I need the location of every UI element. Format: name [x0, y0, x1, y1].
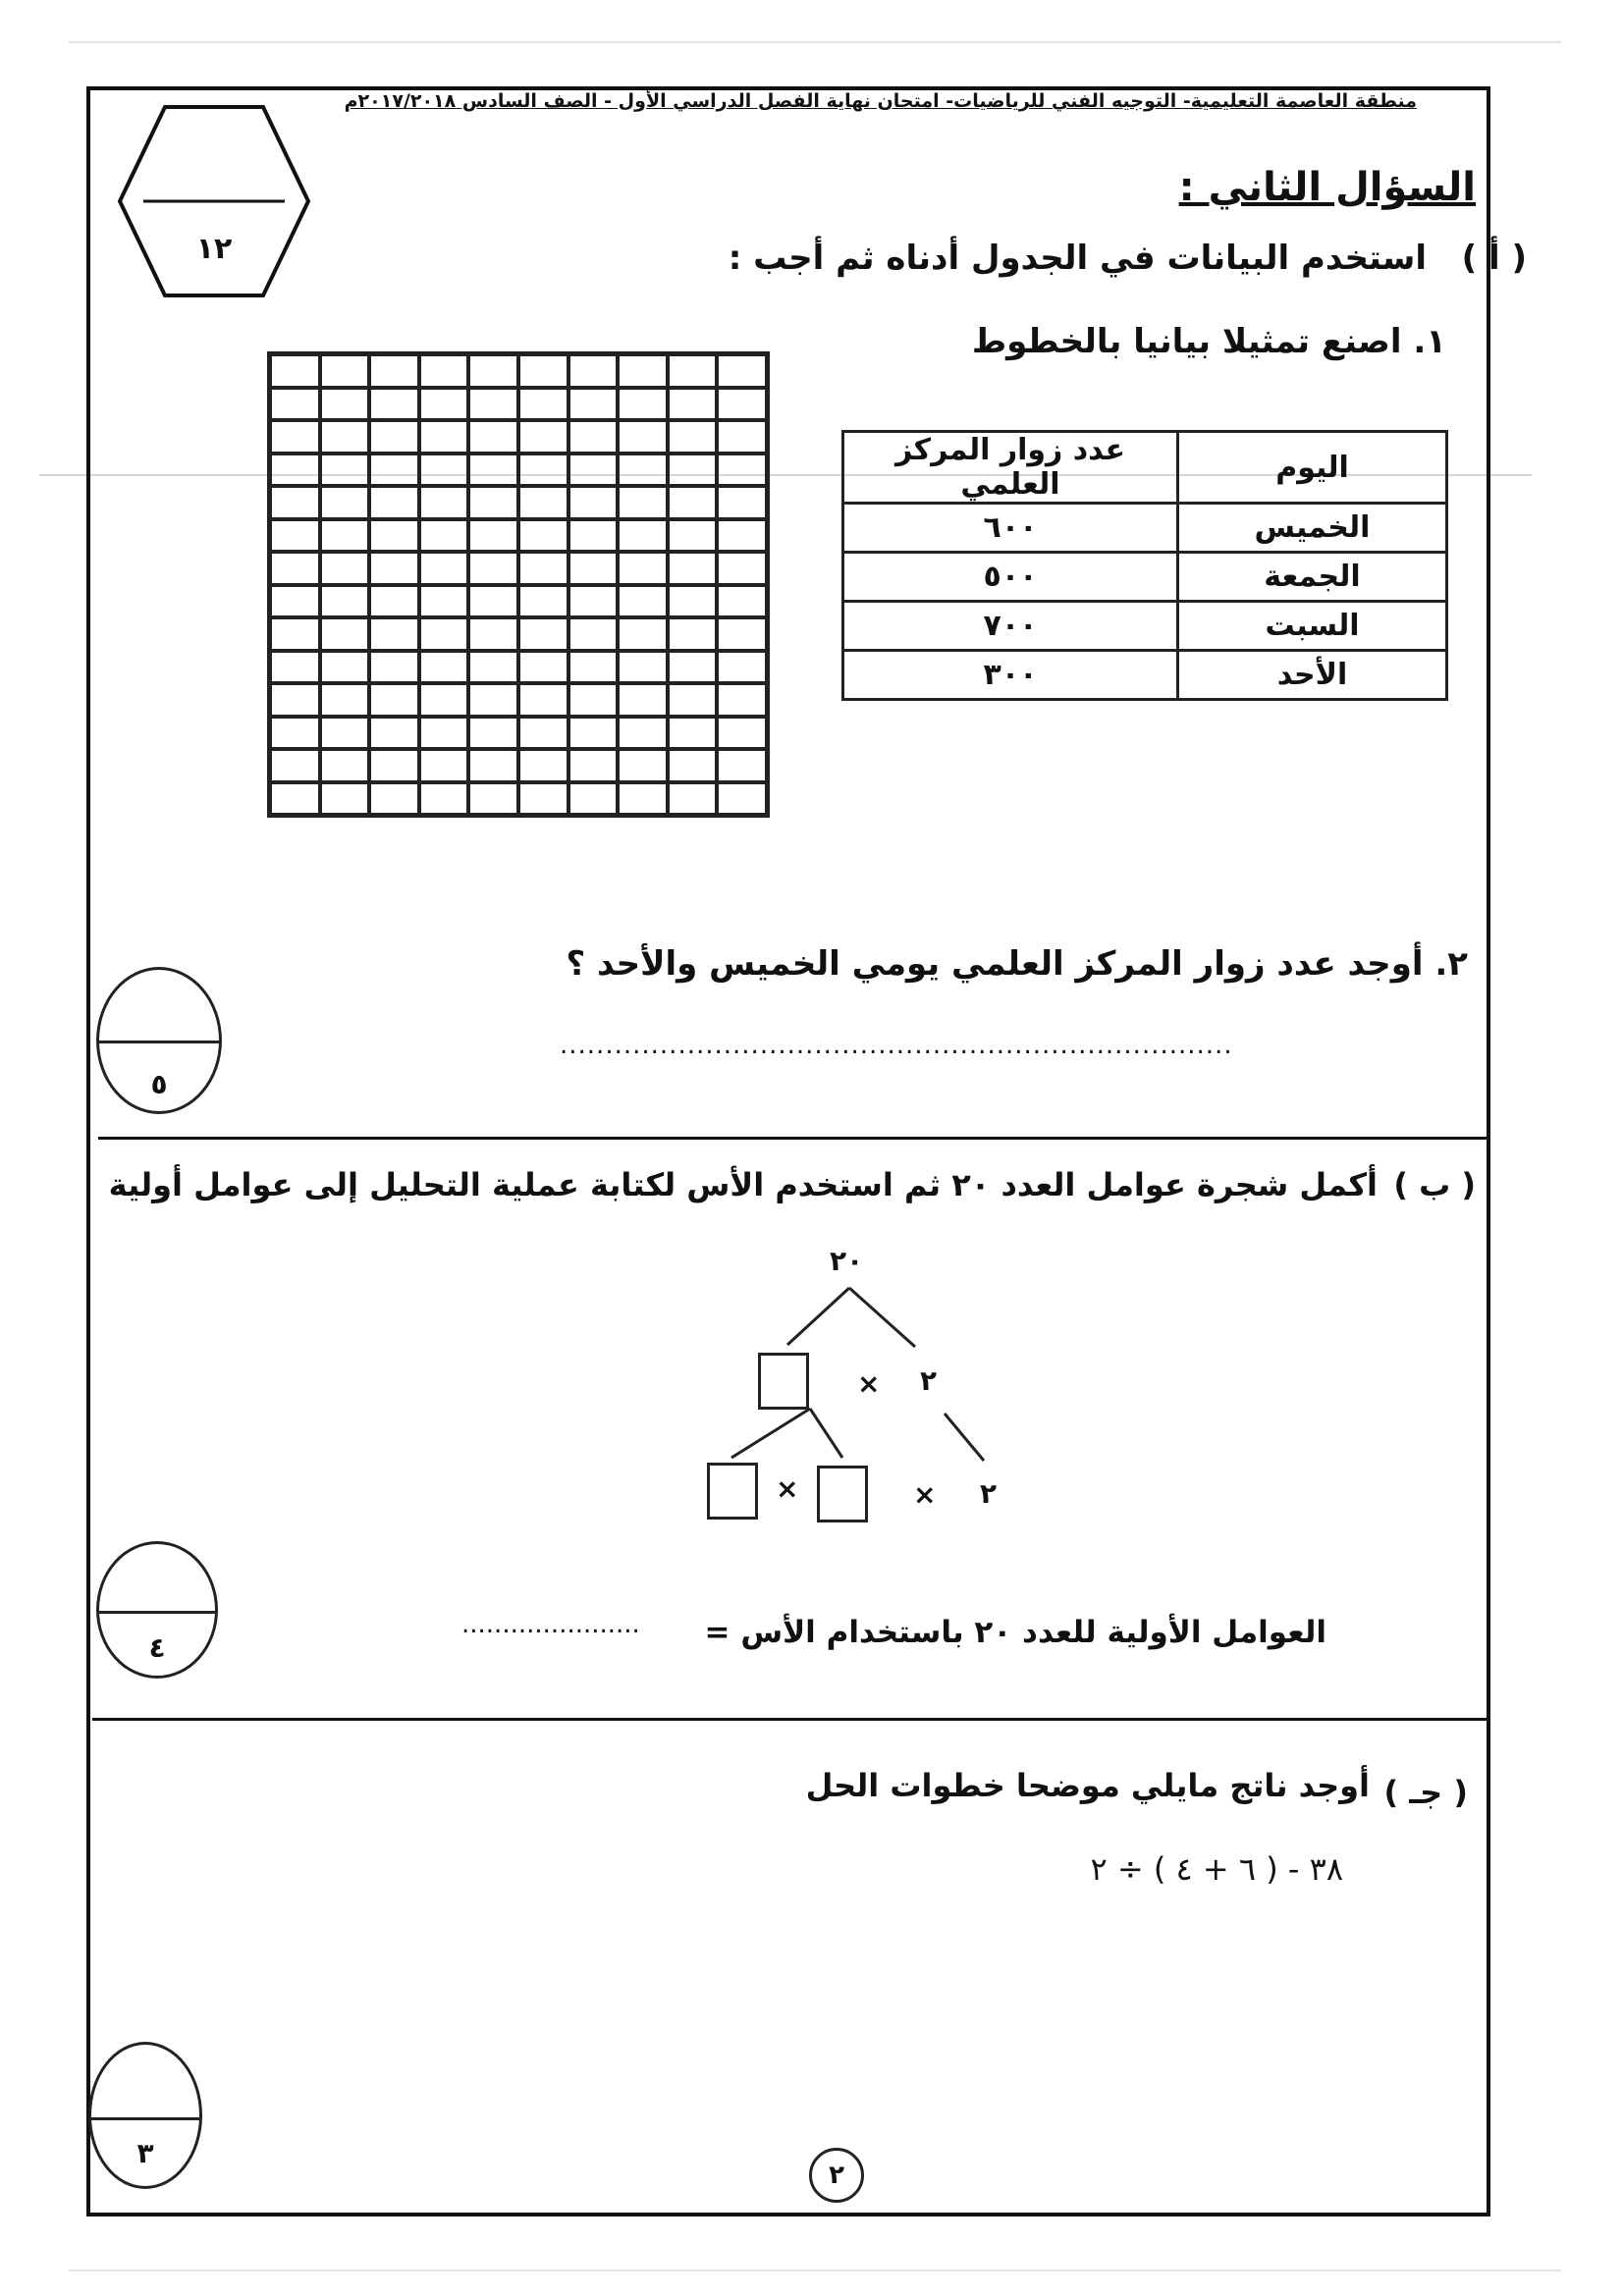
grid-cell — [468, 486, 518, 519]
grid-cell — [468, 388, 518, 421]
grid-cell — [568, 717, 619, 750]
grid-cell — [468, 617, 518, 651]
grid-cell — [320, 782, 370, 816]
grid-cell — [518, 585, 568, 618]
section-divider — [92, 1718, 1488, 1721]
grid-cell — [618, 717, 668, 750]
exam-header: منطقة العاصمة التعليمية- التوجيه الفني للرياضيات- امتحان نهاية الفصل الدراسي الأول - الصف السادس ٢٠١٧/٢٠١٨م — [344, 90, 1417, 112]
grid-cell — [270, 354, 320, 388]
part-a-label: ( أ ) — [1461, 239, 1527, 278]
grid-cell — [717, 354, 767, 388]
tree-root-value: ٢٠ — [830, 1245, 864, 1277]
grid-cell — [618, 585, 668, 618]
grid-cell — [369, 420, 419, 454]
grid-cell — [717, 749, 767, 782]
grid-cell — [468, 454, 518, 487]
grid-cell — [618, 749, 668, 782]
part-c-instruction: أوجد ناتج مايلي موضحا خطوات الحل — [805, 1767, 1370, 1804]
grid-cell — [320, 354, 370, 388]
grid-cell — [468, 552, 518, 585]
grid-cell — [518, 617, 568, 651]
section-divider — [98, 1137, 1488, 1140]
grid-cell — [618, 388, 668, 421]
tree-factor-bottom: ٢ — [980, 1477, 998, 1510]
grid-cell — [270, 519, 320, 553]
grid-cell — [568, 617, 619, 651]
grid-cell — [518, 782, 568, 816]
grid-cell — [717, 486, 767, 519]
grid-cell — [270, 486, 320, 519]
grid-cell — [468, 420, 518, 454]
grid-cell — [320, 585, 370, 618]
answer-line-a2: .......................................................................... — [560, 1031, 1233, 1060]
graph-grid — [267, 351, 770, 818]
grid-cell — [320, 617, 370, 651]
grid-cell — [270, 420, 320, 454]
grid-cell — [419, 552, 469, 585]
grid-cell — [668, 420, 718, 454]
grid-cell — [270, 717, 320, 750]
data-table — [841, 430, 1448, 701]
grid-cell — [668, 585, 718, 618]
table-cell-day: الخميس — [1178, 504, 1447, 553]
grid-cell — [320, 552, 370, 585]
grid-cell — [668, 552, 718, 585]
total-score-value: ١٢ — [195, 232, 233, 266]
grid-cell — [668, 617, 718, 651]
table-cell-day: الجمعة — [1178, 553, 1447, 602]
grid-cell — [270, 683, 320, 717]
grid-cell — [468, 651, 518, 684]
grid-cell — [717, 552, 767, 585]
grid-cell — [320, 717, 370, 750]
grid-cell — [668, 354, 718, 388]
grid-cell — [568, 354, 619, 388]
grid-cell — [618, 420, 668, 454]
grid-cell — [717, 388, 767, 421]
grid-cell — [717, 683, 767, 717]
table-row — [843, 553, 1447, 602]
grid-cell — [568, 388, 619, 421]
grid-cell — [320, 420, 370, 454]
grid-cell — [618, 486, 668, 519]
grid-cell — [568, 519, 619, 553]
grid-cell — [668, 749, 718, 782]
table-header-visitors: عدد زوار المركز العلمي — [843, 432, 1178, 504]
grid-cell — [568, 749, 619, 782]
grid-cell — [369, 486, 419, 519]
grid-cell — [668, 454, 718, 487]
table-row — [843, 651, 1447, 700]
scan-top-line — [69, 41, 1561, 43]
grid-cell — [419, 749, 469, 782]
grid-cell — [518, 388, 568, 421]
table-row — [843, 602, 1447, 651]
grid-cell — [369, 388, 419, 421]
grid-cell — [717, 454, 767, 487]
table-cell-visitors: ٣٠٠ — [843, 651, 1178, 700]
grid-cell — [320, 651, 370, 684]
grid-cell — [419, 519, 469, 553]
grid-cell — [518, 420, 568, 454]
grid-cell — [320, 486, 370, 519]
question-a2: ٢. أوجد عدد زوار المركز العلمي يومي الخميس والأحد ؟ — [566, 944, 1468, 984]
question-a1: ١. اصنع تمثيلا بيانيا بالخطوط — [971, 322, 1446, 361]
part-b-label: ( ب ) — [1393, 1166, 1476, 1203]
grid-cell — [320, 683, 370, 717]
total-score-hexagon — [116, 103, 312, 299]
grid-cell — [568, 420, 619, 454]
tree-blank-box[interactable] — [758, 1353, 809, 1410]
grid-cell — [468, 354, 518, 388]
grid-cell — [270, 454, 320, 487]
grid-cell — [618, 519, 668, 553]
grid-cell — [419, 388, 469, 421]
grid-cell — [468, 717, 518, 750]
score-a-value: ٥ — [150, 1068, 168, 1100]
scan-bottom-line — [69, 2269, 1561, 2271]
tree-blank-box[interactable] — [817, 1466, 868, 1522]
grid-cell — [618, 354, 668, 388]
grid-cell — [369, 585, 419, 618]
grid-cell — [270, 585, 320, 618]
grid-cell — [518, 651, 568, 684]
grid-cell — [419, 782, 469, 816]
grid-cell — [717, 717, 767, 750]
table-cell-visitors: ٥٠٠ — [843, 553, 1178, 602]
prime-factorization-answer: ...................... — [461, 1610, 640, 1639]
grid-cell — [618, 454, 668, 487]
grid-cell — [568, 486, 619, 519]
prime-factorization-label: العوامل الأولية للعدد ٢٠ باستخدام الأس = — [704, 1615, 1326, 1650]
times-sign: × — [913, 1478, 937, 1511]
grid-cell — [369, 617, 419, 651]
times-sign: × — [776, 1472, 799, 1505]
grid-cell — [717, 585, 767, 618]
grid-cell — [419, 486, 469, 519]
part-b-instruction: أكمل شجرة عوامل العدد ٢٠ ثم استخدم الأس لكتابة عملية التحليل إلى عوامل أولية — [108, 1166, 1378, 1203]
tree-factor-top: ٢ — [920, 1364, 938, 1397]
tree-blank-box[interactable] — [707, 1463, 758, 1520]
grid-cell — [270, 388, 320, 421]
grid-cell — [320, 454, 370, 487]
table-cell-day: الأحد — [1178, 651, 1447, 700]
table-cell-visitors: ٧٠٠ — [843, 602, 1178, 651]
grid-cell — [419, 683, 469, 717]
grid-cell — [618, 651, 668, 684]
grid-cell — [568, 454, 619, 487]
grid-cell — [468, 585, 518, 618]
grid-cell — [568, 683, 619, 717]
grid-cell — [468, 782, 518, 816]
grid-cell — [717, 519, 767, 553]
grid-cell — [320, 388, 370, 421]
grid-cell — [419, 585, 469, 618]
question-title: السؤال الثاني : — [1178, 165, 1476, 210]
grid-cell — [518, 454, 568, 487]
grid-cell — [468, 519, 518, 553]
grid-cell — [668, 717, 718, 750]
grid-cell — [717, 617, 767, 651]
grid-cell — [717, 420, 767, 454]
grid-cell — [369, 354, 419, 388]
grid-cell — [468, 683, 518, 717]
page-number: ٢ — [809, 2148, 864, 2203]
grid-cell — [369, 717, 419, 750]
grid-cell — [270, 749, 320, 782]
times-sign: × — [857, 1367, 881, 1400]
grid-cell — [369, 651, 419, 684]
grid-cell — [369, 749, 419, 782]
table-row — [843, 504, 1447, 553]
grid-cell — [668, 782, 718, 816]
grid-cell — [419, 651, 469, 684]
grid-cell — [668, 651, 718, 684]
grid-cell — [518, 749, 568, 782]
table-cell-day: السبت — [1178, 602, 1447, 651]
grid-cell — [518, 519, 568, 553]
grid-cell — [419, 717, 469, 750]
grid-cell — [568, 782, 619, 816]
table-header-day: اليوم — [1178, 432, 1447, 504]
grid-cell — [320, 749, 370, 782]
grid-cell — [568, 651, 619, 684]
part-c-label: ( جـ ) — [1383, 1774, 1468, 1811]
grid-cell — [518, 717, 568, 750]
grid-cell — [568, 552, 619, 585]
grid-cell — [419, 420, 469, 454]
grid-cell — [369, 552, 419, 585]
grid-cell — [270, 617, 320, 651]
table-header-row — [843, 432, 1447, 504]
grid-cell — [369, 782, 419, 816]
grid-cell — [270, 552, 320, 585]
grid-cell — [668, 683, 718, 717]
score-b-value: ٤ — [148, 1631, 166, 1664]
grid-cell — [717, 782, 767, 816]
grid-cell — [618, 552, 668, 585]
grid-cell — [468, 749, 518, 782]
grid-cell — [668, 486, 718, 519]
grid-cell — [618, 617, 668, 651]
part-a-instruction: استخدم البيانات في الجدول أدناه ثم أجب : — [728, 239, 1427, 278]
grid-cell — [668, 388, 718, 421]
grid-cell — [369, 519, 419, 553]
grid-cell — [270, 782, 320, 816]
grid-cell — [568, 585, 619, 618]
grid-cell — [320, 519, 370, 553]
grid-cell — [518, 683, 568, 717]
grid-cell — [369, 683, 419, 717]
grid-cell — [518, 354, 568, 388]
score-c-value: ٣ — [136, 2137, 154, 2169]
grid-cell — [717, 651, 767, 684]
grid-cell — [419, 354, 469, 388]
grid-cell — [618, 782, 668, 816]
grid-cell — [518, 552, 568, 585]
grid-cell — [618, 683, 668, 717]
grid-cell — [419, 454, 469, 487]
table-cell-visitors: ٦٠٠ — [843, 504, 1178, 553]
grid-cell — [270, 651, 320, 684]
part-c-expression: ٣٨ - ( ٦ + ٤ ) ÷ ٢ — [1090, 1850, 1343, 1888]
grid-cell — [419, 617, 469, 651]
grid-cell — [518, 486, 568, 519]
grid-cell — [369, 454, 419, 487]
grid-cell — [668, 519, 718, 553]
